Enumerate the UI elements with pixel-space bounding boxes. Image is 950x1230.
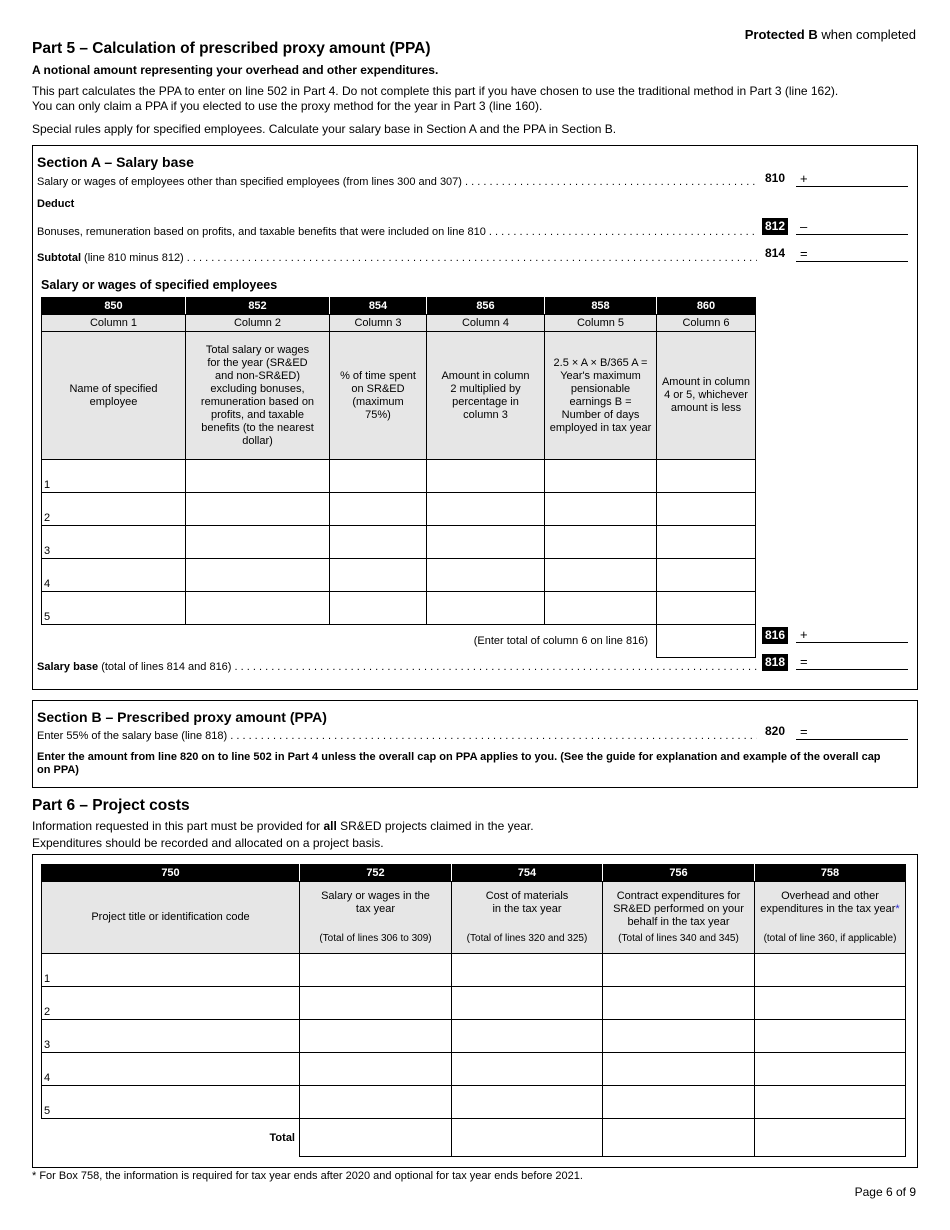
salary-wages-header	[300, 882, 452, 954]
line-810-input[interactable]	[796, 186, 908, 187]
cell[interactable]	[755, 1053, 906, 1086]
cell[interactable]	[545, 526, 657, 559]
total-cell[interactable]	[603, 1119, 755, 1157]
cell[interactable]	[330, 559, 427, 592]
cell[interactable]	[452, 1086, 603, 1119]
line-814-label: Subtotal (line 810 minus 812) . . .	[37, 252, 757, 264]
section-b-title: Section B – Prescribed proxy amount (PPA)	[37, 709, 327, 725]
overhead-desc: Overhead and other expenditures in the tax year	[760, 890, 896, 915]
line-812-label: Bonuses, remuneration based on profits, and taxable benefits that were included on line 810 . . .	[37, 226, 757, 238]
part6-box	[32, 854, 918, 1168]
column-5-description: 2.5 × A × B/365 A = Year's maximum pensionable earnings B = Number of days employed in tax year	[545, 332, 657, 460]
specified-employees-table	[41, 297, 756, 658]
cell[interactable]	[603, 987, 755, 1020]
cell[interactable]	[330, 493, 427, 526]
line-814-input[interactable]	[796, 261, 908, 262]
employee-row-5[interactable]: 5	[42, 592, 186, 625]
line-818-sign: =	[800, 654, 808, 669]
salary-wages-desc: Salary or wages in the tax year	[321, 890, 430, 915]
column-6-description: Amount in column 4 or 5, whichever amount is less	[657, 332, 756, 460]
cell[interactable]	[755, 987, 906, 1020]
cell[interactable]	[427, 592, 545, 625]
total-cell[interactable]	[300, 1119, 452, 1157]
cell[interactable]	[300, 1086, 452, 1119]
total-cell[interactable]	[755, 1119, 906, 1157]
cell[interactable]	[452, 1053, 603, 1086]
project-row-5[interactable]: 5	[42, 1086, 300, 1119]
section-b-note: Enter the amount from line 820 on to line 502 in Part 4 unless the overall cap on PPA applies to you. (See the guide for explanation and example of the overall cap on PPA)	[37, 751, 881, 776]
line-818-number: 818	[762, 654, 788, 671]
cell[interactable]	[452, 987, 603, 1020]
line-816-input[interactable]	[796, 642, 908, 643]
materials-header	[452, 882, 603, 954]
cell[interactable]	[427, 460, 545, 493]
column-4-description: Amount in column 2 multiplied by percentage in column 3	[427, 332, 545, 460]
line-820-input[interactable]	[796, 739, 908, 740]
line-810-label: Salary or wages of employees other than specified employees (from lines 300 and 307) . . .	[37, 176, 757, 188]
project-row-3[interactable]: 3	[42, 1020, 300, 1053]
total-label: Total	[42, 1119, 300, 1157]
line-816-sign: +	[800, 627, 808, 642]
employee-row-1[interactable]: 1	[42, 460, 186, 493]
protected-b-notice: Protected B when completed	[744, 27, 916, 42]
project-row-4[interactable]: 4	[42, 1053, 300, 1086]
column-2-description: Total salary or wages for the year (SR&ED and non-SR&ED) excluding bonuses, remuneration based on profits, and taxable benefits (to the nearest dollar)	[186, 332, 330, 460]
cell[interactable]	[755, 954, 906, 987]
line-812-input[interactable]	[796, 234, 908, 235]
column-6-total-cell[interactable]	[657, 625, 756, 658]
line-810-number: 810	[764, 171, 786, 185]
cell[interactable]	[300, 1020, 452, 1053]
part6-info-2: Expenditures should be recorded and allocated on a project basis.	[32, 836, 384, 850]
cell[interactable]	[427, 493, 545, 526]
cell[interactable]	[300, 1053, 452, 1086]
project-row-1[interactable]: 1	[42, 954, 300, 987]
section-a-box	[32, 145, 918, 690]
cell[interactable]	[186, 460, 330, 493]
overhead-asterisk: *	[895, 903, 900, 915]
cell[interactable]	[330, 460, 427, 493]
line-814-sign: =	[800, 246, 808, 261]
code-758: 758	[755, 865, 906, 882]
cell[interactable]	[603, 1020, 755, 1053]
column-2-label: Column 2	[186, 315, 330, 332]
part5-title: Part 5 – Calculation of prescribed proxy amount (PPA)	[32, 40, 431, 57]
overhead-header	[755, 882, 906, 954]
code-756: 756	[603, 865, 755, 882]
cell[interactable]	[427, 559, 545, 592]
cell[interactable]	[330, 526, 427, 559]
line-812-sign: –	[800, 219, 808, 234]
section-b-box	[32, 700, 918, 788]
cell[interactable]	[603, 1086, 755, 1119]
footnote: * For Box 758, the information is required for tax year ends after 2020 and optional for tax year ends before 2021.	[32, 1170, 583, 1182]
line-820-number: 820	[764, 724, 786, 738]
cell[interactable]	[186, 526, 330, 559]
cell[interactable]	[186, 592, 330, 625]
cell[interactable]	[545, 559, 657, 592]
cell[interactable]	[427, 526, 545, 559]
cell[interactable]	[452, 1020, 603, 1053]
contract-desc: Contract expenditures for SR&ED performed on your behalf in the tax year	[613, 890, 744, 928]
cell[interactable]	[603, 1053, 755, 1086]
column-3-label: Column 3	[330, 315, 427, 332]
cell[interactable]	[755, 1020, 906, 1053]
cell[interactable]	[545, 493, 657, 526]
line-818-label: Salary base (total of lines 814 and 816) . . .	[37, 661, 757, 673]
employee-row-4[interactable]: 4	[42, 559, 186, 592]
code-854: 854	[330, 298, 427, 315]
line-814-number: 814	[764, 246, 786, 260]
project-costs-table	[41, 864, 906, 1157]
part5-subtitle: A notional amount representing your overhead and other expenditures.	[32, 63, 439, 77]
cell[interactable]	[603, 954, 755, 987]
column-1-label: Column 1	[42, 315, 186, 332]
cell[interactable]	[186, 559, 330, 592]
employee-row-2[interactable]: 2	[42, 493, 186, 526]
column-4-label: Column 4	[427, 315, 545, 332]
line-812-number: 812	[762, 218, 788, 235]
overhead-source: (total of line 360, if applicable)	[763, 933, 897, 944]
cell[interactable]	[755, 1086, 906, 1119]
cell[interactable]	[657, 559, 756, 592]
code-752: 752	[300, 865, 452, 882]
cell[interactable]	[657, 592, 756, 625]
part5-intro-1: This part calculates the PPA to enter on line 502 in Part 4. Do not complete this part if you have chosen to use the traditional method in Part 3 (line 162).	[32, 84, 839, 98]
cell[interactable]	[545, 592, 657, 625]
section-a-title: Section A – Salary base	[37, 154, 194, 170]
column-6-total-label: (Enter total of column 6 on line 816)	[42, 625, 657, 658]
code-856: 856	[427, 298, 545, 315]
column-3-description: % of time spent on SR&ED (maximum 75%)	[330, 332, 427, 460]
code-860: 860	[657, 298, 756, 315]
cell[interactable]	[452, 954, 603, 987]
cell[interactable]	[300, 954, 452, 987]
part6-info-1: Information requested in this part must be provided for all SR&ED projects claimed in the year.	[32, 819, 534, 833]
project-title-header: Project title or identification code	[42, 882, 300, 954]
line-820-sign: =	[800, 724, 808, 739]
total-cell[interactable]	[452, 1119, 603, 1157]
specified-employees-title: Salary or wages of specified employees	[41, 278, 278, 292]
contract-source: (Total of lines 340 and 345)	[618, 933, 739, 944]
code-850: 850	[42, 298, 186, 315]
salary-wages-source: (Total of lines 306 to 309)	[319, 933, 432, 944]
materials-source: (Total of lines 320 and 325)	[466, 933, 588, 944]
code-750: 750	[42, 865, 300, 882]
part5-intro-2: You can only claim a PPA if you elected to use the proxy method for the year in Part 3 (line 160).	[32, 99, 543, 113]
cell[interactable]	[657, 460, 756, 493]
overhead-desc-wrap	[755, 882, 905, 932]
part6-title: Part 6 – Project costs	[32, 797, 190, 814]
column-6-label: Column 6	[657, 315, 756, 332]
code-754: 754	[452, 865, 603, 882]
cell[interactable]	[657, 526, 756, 559]
line-816-number: 816	[762, 627, 788, 644]
cell[interactable]	[657, 493, 756, 526]
page-number: Page 6 of 9	[854, 1185, 916, 1199]
line-820-label: Enter 55% of the salary base (line 818) . . .	[37, 730, 757, 742]
cell[interactable]	[330, 592, 427, 625]
materials-desc: Cost of materials in the tax year	[485, 890, 569, 915]
code-858: 858	[545, 298, 657, 315]
cell[interactable]	[545, 460, 657, 493]
line-810-sign: +	[800, 171, 808, 186]
deduct-label: Deduct	[37, 198, 75, 210]
column-5-label: Column 5	[545, 315, 657, 332]
contract-header	[603, 882, 755, 954]
line-818-input[interactable]	[796, 669, 908, 670]
employee-row-3[interactable]: 3	[42, 526, 186, 559]
column-1-description: Name of specified employee	[42, 332, 186, 460]
cell[interactable]	[186, 493, 330, 526]
code-852: 852	[186, 298, 330, 315]
project-row-2[interactable]: 2	[42, 987, 300, 1020]
cell[interactable]	[300, 987, 452, 1020]
special-rules-text: Special rules apply for specified employees. Calculate your salary base in Section A and the PPA in Section B.	[32, 122, 617, 136]
